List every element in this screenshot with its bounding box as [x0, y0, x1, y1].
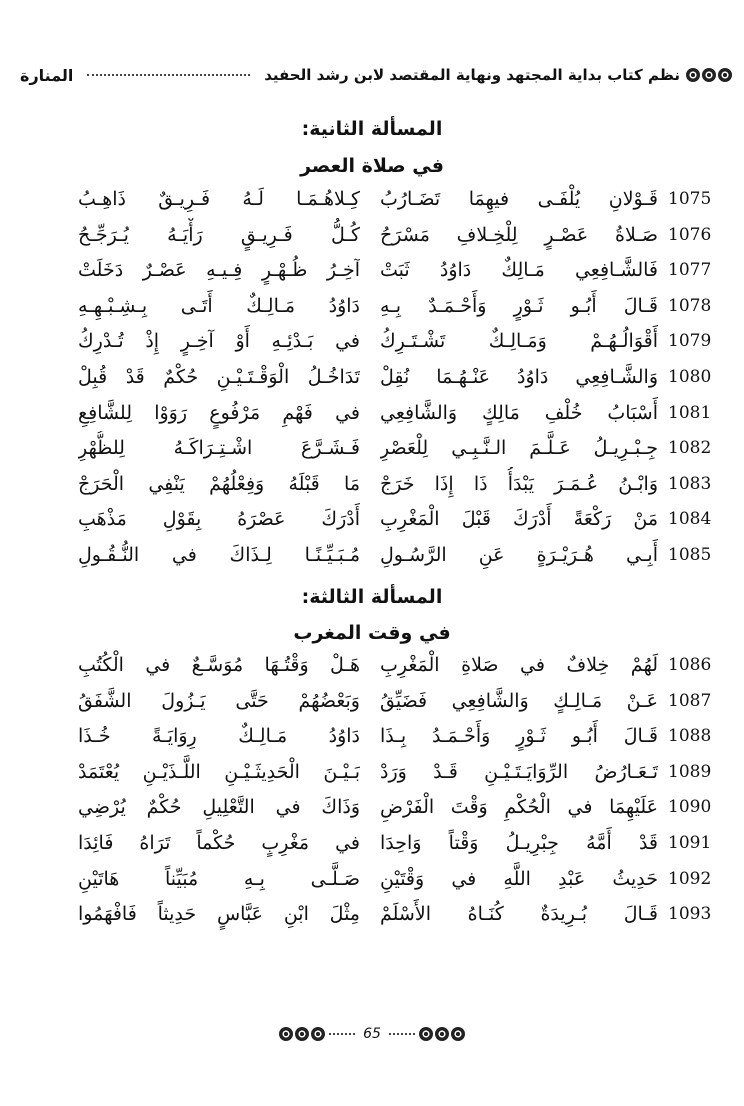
verse-number: 1091: [668, 833, 712, 853]
first-hemistich: قَـالَ أَبُـو ثَـوْرٍ وَأَحْـمَـدٌ بِـهِ: [380, 294, 658, 317]
flower-ornament-icon: [295, 1027, 309, 1041]
verse-number: 1088: [668, 726, 712, 747]
verse-row: [0, 648, 744, 682]
verse-number: 1078: [668, 295, 712, 316]
flower-ornament-icon: [435, 1027, 449, 1041]
page-footer: [0, 1022, 744, 1046]
footer-ornaments-right: [419, 1027, 465, 1041]
second-hemistich: كُـلُّ فَـرِيـقٍ رَأْيَـهُ يُـرَجِّـحُ: [78, 223, 360, 246]
first-hemistich: قَـالَ أَبُـو ثَـوْرٍ وَأَحْـمَـدُ بِـذَا: [380, 725, 658, 748]
footer-divider: [329, 1033, 355, 1035]
verse-row: [0, 396, 744, 430]
second-hemistich: مَا قَبْلَهُ وَفِعْلُهُمْ يَنْفِي الْحَرَجْ: [78, 472, 360, 495]
verse-row: [0, 182, 744, 216]
page-number: 65: [363, 1026, 381, 1042]
footer-divider: [389, 1033, 415, 1035]
section-subtitle: في وقت المغرب: [293, 622, 451, 644]
verse-number: 1086: [668, 655, 712, 675]
first-hemistich: لَهُمْ خِلافٌ في صَلاةِ الْمَغْرِبِ: [380, 654, 658, 676]
second-hemistich: تَدَاخُـلُ الْوَقْـتَـيْـنِ حُكْمٌ قَدْ قُبِلْ: [78, 366, 360, 388]
verse-number: 1076: [668, 224, 712, 245]
second-hemistich: دَاوُدُ مَـالِـكٌ رِوَايَـةً خُـذَا: [78, 725, 360, 748]
verse-row: [0, 431, 744, 465]
verse-row: [0, 538, 744, 572]
second-hemistich: أَدْرَكَ عَصْرَهُ بِقَوْلِ مَذْهَبِ: [78, 508, 360, 531]
second-hemistich: بَـيْـنَ الْحَدِيثَـيْـنِ اللَّـذَيْـنِ يُعْتَمَدْ: [78, 760, 360, 783]
second-hemistich: صَـلَّـى بِـهِ مُبَيِّناً هَاتَيْنِ: [78, 867, 360, 890]
verse-number: 1081: [668, 402, 712, 423]
flower-ornament-icon: [451, 1027, 465, 1041]
second-hemistich: في بَـدْئِـهِ أَوْ آخِـرٍ إِذْ تُـدْرِكُ: [78, 330, 360, 353]
verse-row: [0, 324, 744, 358]
second-hemistich: مُـبَـيِّـنًـا لِـذَاكَ في النُّـقُـولِ: [78, 544, 360, 566]
flower-ornament-icon: [702, 68, 716, 82]
first-hemistich: تَـعَـارُضُ الرِّوَايَـتَـيْـنِ قَـدْ وَرَدْ: [380, 760, 658, 783]
verse-number: 1085: [668, 545, 712, 565]
verse-number: 1075: [668, 189, 712, 209]
verse-number: 1082: [668, 438, 712, 459]
verse-row: [0, 862, 744, 896]
flower-ornament-icon: [419, 1027, 433, 1041]
verse-number: 1093: [668, 904, 712, 925]
verse-row: [0, 755, 744, 789]
first-hemistich: عَلَيْهِمَا في الْحُكْمِ وَقْتَ الْفَرْضِ: [380, 796, 658, 819]
second-hemistich: هَـلْ وَقْتُـهَا مُوَسَّـعٌ في الْكُتُبِ: [78, 654, 360, 676]
second-hemistich: في فَهْمِ مَرْفُوعٍ رَوَوْا لِلشَّافِعِ: [78, 401, 360, 424]
second-hemistich: وَبَعْضُهُمْ حَتَّى يَـزُولَ الشَّفَقُ: [78, 689, 360, 712]
first-hemistich: عَـنْ مَـالِـكٍ وَالشَّافِعِي فَضَيِّقُ: [380, 689, 658, 712]
flower-ornament-icon: [311, 1027, 325, 1041]
second-hemistich: مِثْلَ ابْنِ عَبَّاسٍ حَدِيثاً فَافْهَمُوا: [78, 903, 360, 926]
verse-number: 1077: [668, 260, 712, 281]
verse-row: [0, 467, 744, 501]
flower-ornament-icon: [279, 1027, 293, 1041]
first-hemistich: أَبِـي هُـرَيْـرَةٍ عَنِ الرَّسُـولِ: [380, 544, 658, 566]
first-hemistich: فَالشَّـافِعِي مَـالِكٌ دَاوُدُ ثَبَتْ: [380, 259, 658, 282]
flower-ornament-icon: [686, 68, 700, 82]
second-hemistich: كِـلاهُـمَـا لَـهُ فَـرِيـقٌ ذَاهِـبُ: [78, 188, 360, 210]
verse-number: 1083: [668, 473, 712, 494]
verse-number: 1087: [668, 690, 712, 711]
verse-row: [0, 502, 744, 536]
running-title: نظم كتاب بداية المجتهد ونهاية المقتصد لابن رشد الحفيد: [264, 66, 680, 84]
verse-row: [0, 719, 744, 753]
verse-row: [0, 253, 744, 287]
verse-number: 1084: [668, 509, 712, 530]
header-ornaments: [686, 68, 732, 82]
verse-row: [0, 218, 744, 252]
verse-row: [0, 897, 744, 931]
verse-row: [0, 360, 744, 394]
second-hemistich: وَذَاكَ في التَّعْلِيلِ حُكْمٌ يُرْضِي: [78, 796, 360, 819]
verse-number: 1089: [668, 761, 712, 782]
verse-row: [0, 684, 744, 718]
first-hemistich: حَدِيثُ عَبْدِ اللَّهِ في وَقْتَيْنِ: [380, 867, 658, 890]
section-subtitle: في صلاة العصر: [300, 155, 444, 177]
first-hemistich: أَسْبَابُ خُلْفِ مَالِكٍ وَالشَّافِعِي: [380, 401, 658, 424]
verse-number: 1079: [668, 331, 712, 352]
first-hemistich: قَدْ أَمَّهُ جِبْرِيـلُ وَقْتاً وَاحِدَا: [380, 832, 658, 854]
section-title: المسألة الثانية:: [301, 118, 443, 140]
verse-number: 1090: [668, 797, 712, 818]
first-hemistich: قَـالَ بُـرِيدَةٌ كُنَـاهُ الأَسْلَمْ: [380, 903, 658, 926]
flower-ornament-icon: [718, 68, 732, 82]
journal-name: المنارة: [20, 65, 74, 85]
verse-row: [0, 790, 744, 824]
second-hemistich: فَـشَـرَّعَ اشْـتِـرَاكَـهُ لِلظُّهْرِ: [78, 437, 360, 460]
page-header: [20, 58, 732, 92]
second-hemistich: دَاوُدُ مَـالِـكٌ أَتَـى بِـشِـبْـهِـهِ: [78, 294, 360, 317]
first-hemistich: جِـبْـرِيـلُ عَـلَّـمَ الـنَّـبِـي لِلْعَصْرِ: [380, 437, 658, 460]
verse-number: 1080: [668, 367, 712, 387]
first-hemistich: وَالشَّـافِعِي دَاوُدُ عَنْـهُـمَا نُقِلْ: [380, 366, 658, 388]
first-hemistich: مَنْ رَكْعَةً أَدْرَكَ قَبْلَ الْمَغْرِبِ: [380, 508, 658, 531]
first-hemistich: قَـوْلانِ يُلْفَـى فيهِمَا تَضَـارُبُ: [380, 188, 658, 210]
verse-number: 1092: [668, 868, 712, 889]
first-hemistich: أَقْوَالُـهُـمْ وَمَـالِـكٌ تَشْـتَـرِكُ: [380, 330, 658, 353]
verse-row: [0, 289, 744, 323]
header-divider: [87, 74, 250, 76]
section-title: المسألة الثالثة:: [301, 586, 443, 608]
second-hemistich: آخِـرُ ظُـهْـرٍ فِـيـهِ عَصْـرٌ دَخَلَتْ: [78, 259, 360, 282]
second-hemistich: في مَغْرِبٍ حُكْماً تَرَاهُ فَائِدَا: [78, 832, 360, 854]
first-hemistich: صَـلاةُ عَصْـرٍ لِلْخِـلافِ مَسْرَحُ: [380, 223, 658, 246]
footer-ornaments-left: [279, 1027, 325, 1041]
verse-row: [0, 826, 744, 860]
first-hemistich: وَابْـنُ عُـمَـرَ يَبْدَأُ ذَا إِذَا خَرَجْ: [380, 472, 658, 495]
